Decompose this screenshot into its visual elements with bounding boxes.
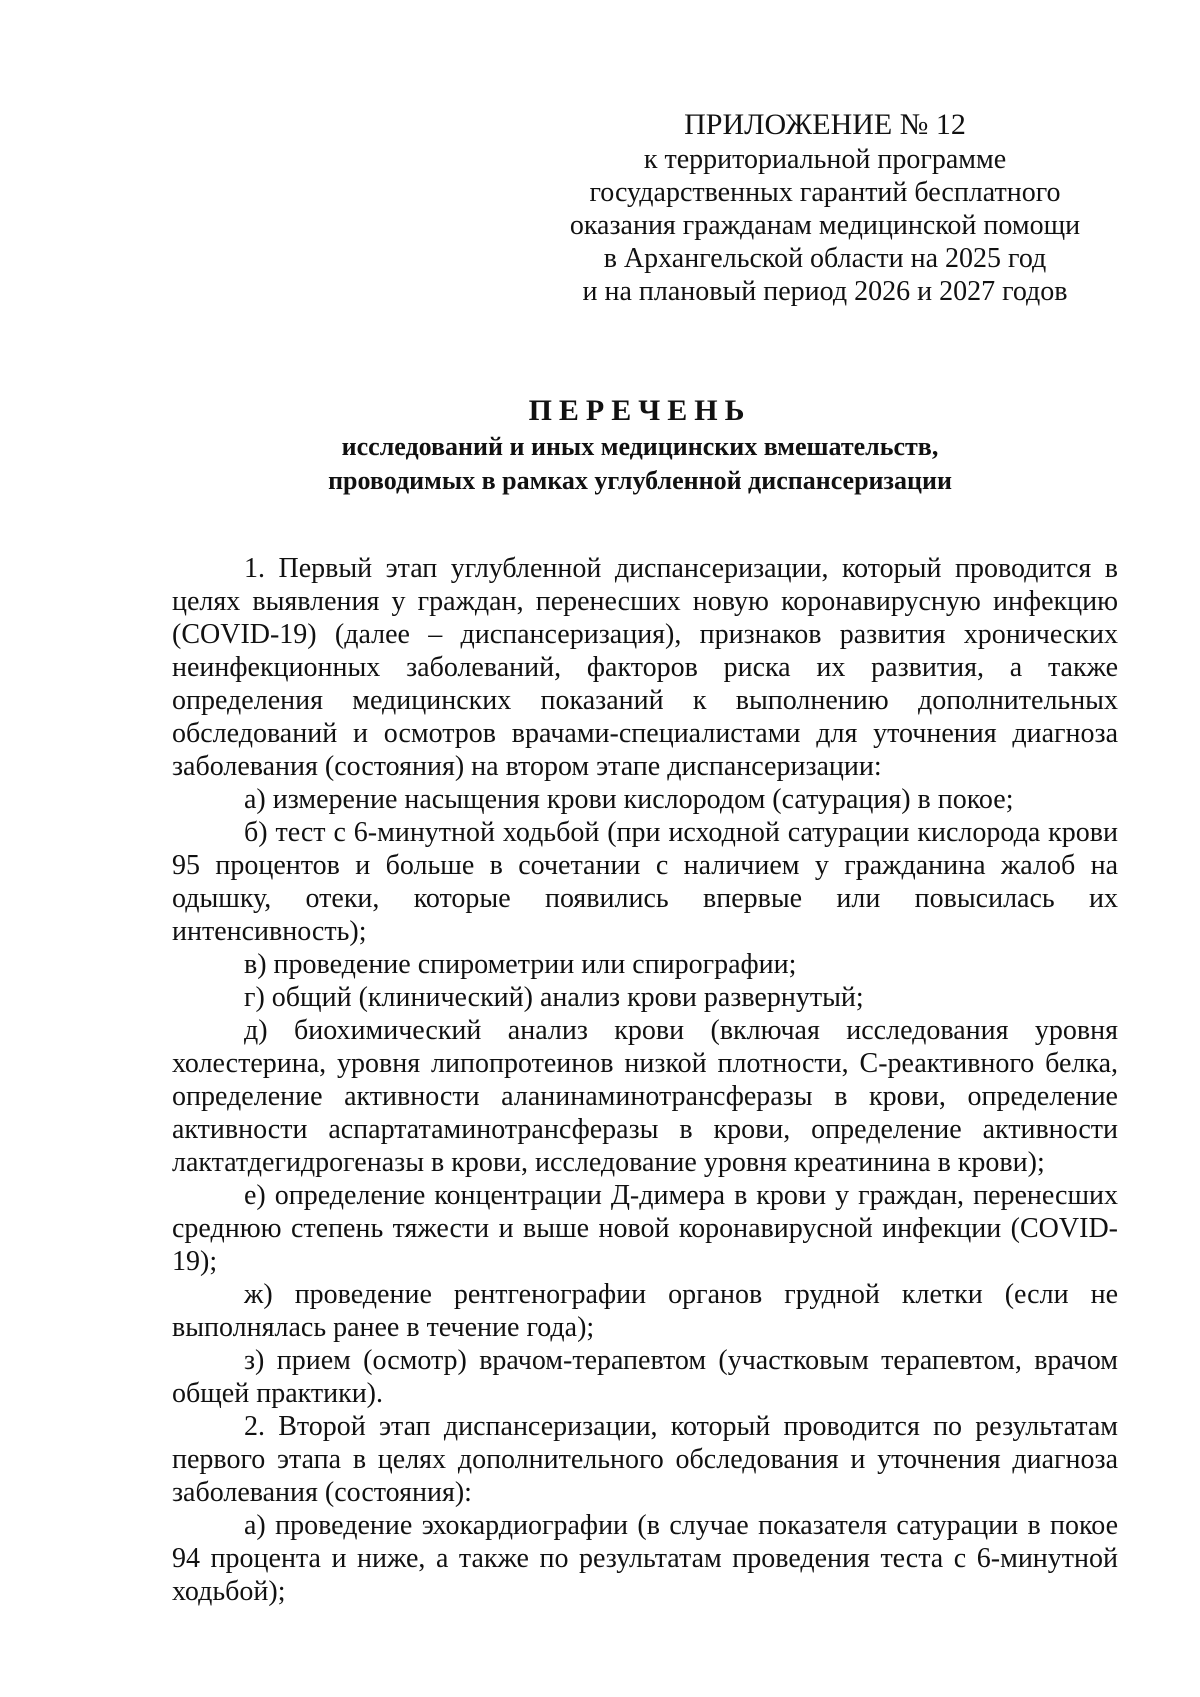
list-item-e: е) определение концентрации Д-димера в крови у граждан, перенесших среднюю степень тяжести и выше новой коронавирусной инфекции (COVID-19); — [172, 1180, 1118, 1277]
list-item-v: в) проведение спирометрии или спирографии; — [244, 949, 797, 980]
appendix-line: оказания гражданам медицинской помощи — [569, 210, 1081, 241]
paragraph-stage-1: 1. Первый этап углубленной диспансеризации, который проводится в целях выявления у граждан, перенесших новую коронавирусную инфекцию (COVID-19) (далее – диспансеризация), признаков развития хронических неинфекционных заболеваний, факторов риска их развития, а также определения медицинских показаний к выполнению дополнительных обследований и осмотров врачами-специалистами для уточнения диагноза заболевания (состояния) на втором этапе диспансеризации: — [172, 553, 1118, 782]
list-item-g: г) общий (клинический) анализ крови развернутый; — [244, 982, 864, 1013]
title-main: ПЕРЕЧЕНЬ — [528, 394, 752, 427]
appendix-header — [560, 108, 1090, 308]
list-item-a: а) измерение насыщения крови кислородом (сатурация) в покое; — [244, 784, 1014, 815]
list-item-zh: ж) проведение рентгенографии органов грудной клетки (если не выполнялась ранее в течение года); — [172, 1279, 1118, 1343]
document-title — [170, 392, 1110, 498]
title-subtitle-line: исследований и иных медицинских вмешательств, — [341, 432, 939, 461]
paragraph-stage-2: 2. Второй этап диспансеризации, который проводится по результатам первого этапа в целях дополнительного обследования и уточнения диагноза заболевания (состояния): — [172, 1411, 1118, 1508]
appendix-line: к территориальной программе — [643, 144, 1007, 175]
list-item-d: д) биохимический анализ крови (включая исследования уровня холестерина, уровня липопротеинов низкой плотности, С-реактивного белка, определение активности аланинаминотрансферазы в крови, определение активности аспартатаминотрансферазы в крови, определение активности лактатдегидрогеназы в крови, исследование уровня креатинина в крови); — [172, 1015, 1118, 1178]
document-body — [172, 552, 1118, 1608]
appendix-line: и на плановый период 2026 и 2027 годов — [582, 276, 1068, 307]
appendix-line: государственных гарантий бесплатного — [589, 177, 1061, 208]
title-subtitle-line: проводимых в рамках углубленной диспансеризации — [328, 466, 952, 495]
list-item-z: з) прием (осмотр) врачом-терапевтом (участковым терапевтом, врачом общей практики). — [172, 1345, 1118, 1409]
list-item-b: б) тест с 6-минутной ходьбой (при исходной сатурации кислорода крови 95 процентов и больше в сочетании с наличием у гражданина жалоб на одышку, отеки, которые появились впервые или повысилась их интенсивность); — [172, 817, 1118, 947]
appendix-line: в Архангельской области на 2025 год — [603, 243, 1047, 274]
list-item-a-stage-2: а) проведение эхокардиографии (в случае показателя сатурации в покое 94 процента и ниже, а также по результатам проведения теста с 6-минутной ходьбой); — [172, 1510, 1118, 1607]
appendix-number: ПРИЛОЖЕНИЕ № 12 — [684, 108, 966, 141]
